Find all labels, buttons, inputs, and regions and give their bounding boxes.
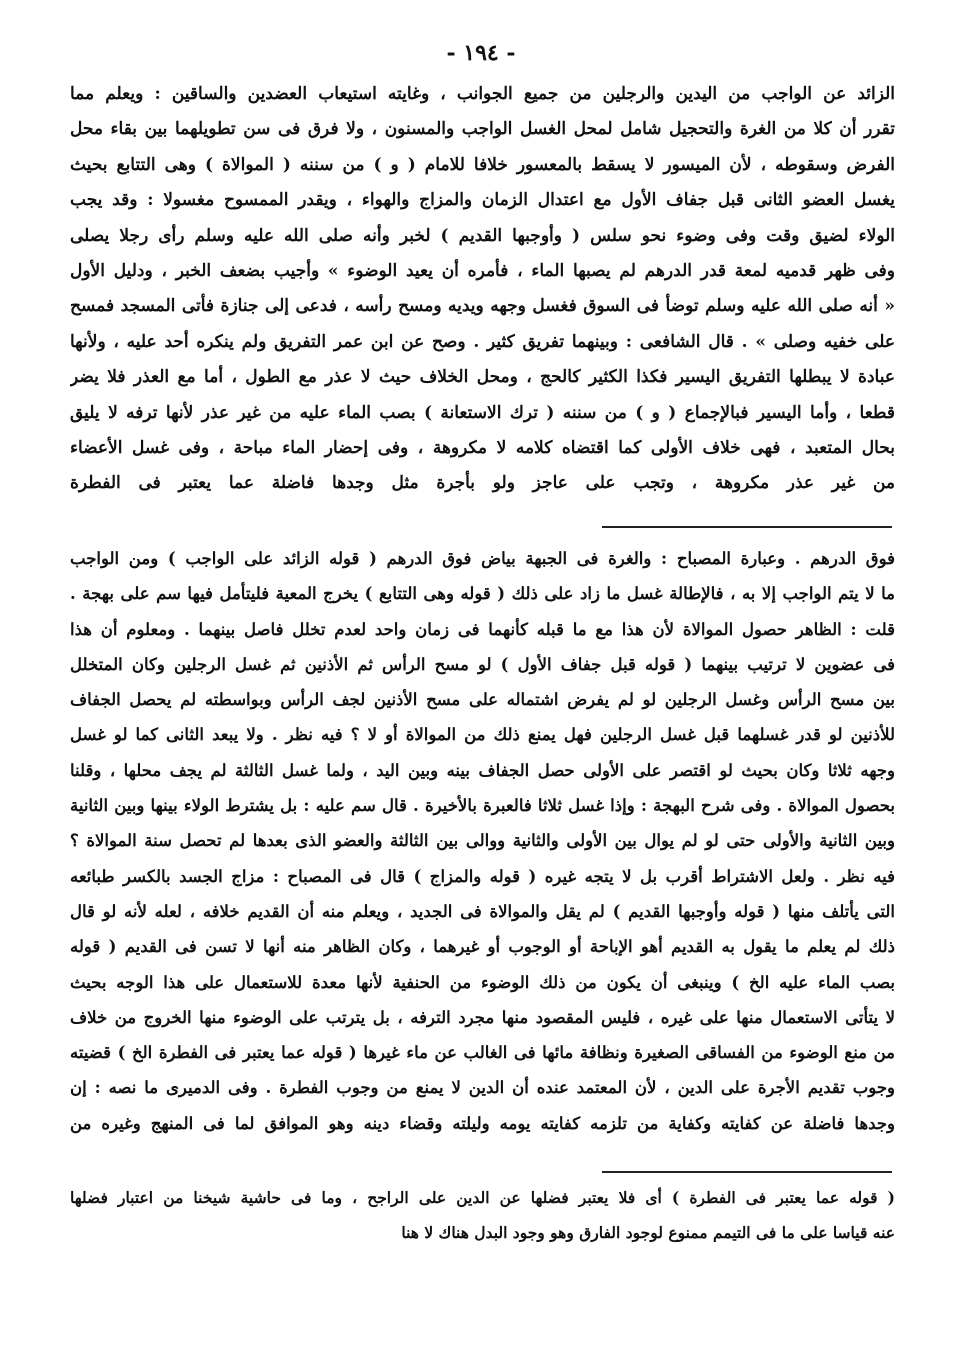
commentary-text: [70, 541, 895, 1141]
commentary-line: بصب الماء عليه الخ ) وينبغى أن يكون من ذلك الوضوء من الحنفية لأنها معدة للاستعمال على هذا الوجه بحيث: [70, 972, 895, 992]
main-text-line: وفى ظهر قدميه لمعة قدر الدرهم لم يصبها الماء ، فأمره أن يعيد الوضوء » وأجيب بضعف الخبر ، ودليل الأول: [70, 260, 895, 281]
footnote-text: [70, 1180, 895, 1250]
main-text-line: يغسل العضو الثانى قبل جفاف الأول مع اعتدال الزمان والمزاج والهواء ، ويقدر الممسوح مغسولا : وقد يجب: [70, 190, 895, 211]
main-text-line: الفرض وسقوطه ، لأن الميسور لا يسقط بالمعسور خلافا للامام ( و ) من سننه ( الموالاة ) وهى التتابع بحيث: [70, 154, 895, 175]
commentary-line: ما لا يتم الواجب إلا به ، فالإطالة غسل ما زاد على ذلك ( قوله وهى التتابع ) يخرج المعية فليتأمل فيها سم على بهجة .: [70, 584, 895, 604]
footnote-divider: [602, 1171, 892, 1173]
main-text-line: الزائد عن الواجب من اليدين والرجلين من جميع الجوانب ، وغايته استيعاب العضدين والساقين : ويعلم مما: [70, 84, 895, 104]
commentary-line: لا يتأتى الاستعمال منها على غيره ، فليس المقصود منها مجرد الترفه ، بل يترتب على الوضوء منها الخروج من خلاف: [70, 1007, 895, 1027]
commentary-line: فيه نظر . ولعل الاشتراط أقرب بل لا يتجه غيره ( قوله والمزاج ) قال فى المصباح : مزاج الجسد بالكسر طبائعه: [70, 866, 895, 886]
commentary-line: فوق الدرهم . وعبارة المصباح : والغرة فى الجبهة بياض فوق الدرهم ( قوله الزائد على الواجب ) ومن الواجب: [70, 549, 895, 568]
commentary-line: وجهه ثلاثا وكان بحيث لو اقتصر على الأولى حصل الجفاف بينه وبين اليد ، ولما غسل الثالثة لم يجف محلها ، وقلنا: [70, 760, 895, 780]
section-divider: [602, 526, 892, 528]
main-text-line: من غير عذر مكروهة ، وتجب على عاجز ولو بأجرة مثل وجدها فاضلة عما يعتبر فى الفطرة: [70, 473, 895, 494]
main-text-line: قطعا ، وأما اليسير فبالإجماع ( و ) من سننه ( ترك الاستعانة ) بصب الماء عليه من غير عذر لأنها ترفه لا يليق: [70, 402, 895, 423]
commentary-line: وبين الثانية والأولى حتى لو لم يوال بين الأولى والثانية ووالى بين الثالثة والعضو الذى بعدها لم تحصل سنة الموالاة ؟: [70, 831, 895, 851]
main-text: [70, 77, 895, 502]
main-text-line: بحال المتعبد ، فهى خلاف الأولى كما اقتضاه كلامه لا مكروهة ، وفى إحضار الماء مباحة ، وفى غسل الأعضاء: [70, 437, 895, 458]
commentary-line: بحصول الموالاة . وفى شرح البهجة : وإذا غسل ثلاثا فالعبرة بالأخيرة . قال سم عليه : بل يشترط الولاء بينها وبين الثانية: [70, 796, 895, 816]
commentary-line: فى عضوين لا ترتيب بينهما ( قوله قبل جفاف الأول ) لو مسح الرأس ثم الأذنين ثم غسل الرجلين وكان المتخلل: [70, 654, 895, 674]
page-number: - ١٩٤ -: [446, 40, 516, 66]
commentary-line: للأذنين لو قدر غسلهما قبل غسل الرجلين فهل يمنع ذلك من الموالاة أو لا ؟ فيه نظر . ولا يبعد الثانى كما لو غسل: [70, 725, 895, 745]
commentary-line: قلت : الظاهر حصول الموالاة لأن هذا مع ما قبله كأنهما فى زمان واحد لعدم تخلل فاصل بينهما . ومعلوم أن هذا: [70, 619, 895, 639]
main-text-line: « أنه صلى الله عليه وسلم توضأ فى السوق فغسل وجهه ويديه ومسح رأسه ، فدعى إلى جنازة فأتى المسجد فمسح: [70, 296, 895, 317]
commentary-line: من منع الوضوء من الفساقى الصغيرة ونظافة مائها فى الغالب عن ماء غيرها ( قوله عما يعتبر فى الفطرة الخ ) قضيته: [70, 1043, 895, 1063]
commentary-line: ذلك لم يعلم ما يقول به القديم أهو الإباحة أو الوجوب أو غيرهما ، وكان الظاهر منه أنها لا تسن فى القديم ( قوله: [70, 937, 895, 957]
main-text-line: تقرر أن كلا من الغرة والتحجيل شامل لمحل الغسل الواجب والمسنون ، ولا فرق فى سن تطويلهما بين بقاء محل: [70, 119, 895, 140]
main-text-line: على خفيه وصلى » . قال الشافعى : وبينهما تفريق كثير . وصح عن ابن عمر التفريق ولم ينكره أحد عليه ، ولأنها: [70, 331, 895, 352]
commentary-line: وجدها فاضلة عن كفايته وكفاية من تلزمه كفايته يومه وليلته وقضاء دينه وهو الموافق لما فى المنهج وغيره من: [70, 1113, 895, 1133]
footnote-line: عنه قياسا على ما فى التيمم ممنوع لوجود الفارق وهو وجود البدل هناك لا هنا: [401, 1223, 895, 1242]
commentary-line: وجوب تقديم الأجرة على الدين ، لأن المعتمد عنده أن الدين لا يمنع من وجوب الفطرة . وفى الدميرى ما نصه : إن: [70, 1078, 895, 1098]
main-text-line: عبادة لا يبطلها التفريق اليسير فكذا الكثير كالحج ، ومحل الخلاف حيث لا عذر مع الطول ، أما مع العذر فلا يضر: [70, 367, 895, 388]
footnote-line: ( قوله عما يعتبر فى الفطرة ) أى فلا يعتبر فضلها عن الدين على الراجح ، وما فى حاشية شيخنا من اعتبار فضلها: [70, 1188, 895, 1207]
main-text-line: الولاء لضيق وقت وفى وضوء نحو سلس ( وأوجبها القديم ) لخبر وأنه صلى الله عليه وسلم رأى رجلا يصلى: [70, 225, 895, 246]
commentary-line: بين مسح الرأس وغسل الرجلين لو لم يفرض اشتماله على مسح الأذنين لجف الرأس وبواسطته لم يحصل الجفاف: [70, 690, 895, 710]
commentary-line: التى يأتلف منها ( قوله وأوجبها القديم ) لم يقل والموالاة فى الجديد ، ويعلم منه أن القديم خلافه ، لعله لأنه لو قال: [70, 901, 895, 921]
